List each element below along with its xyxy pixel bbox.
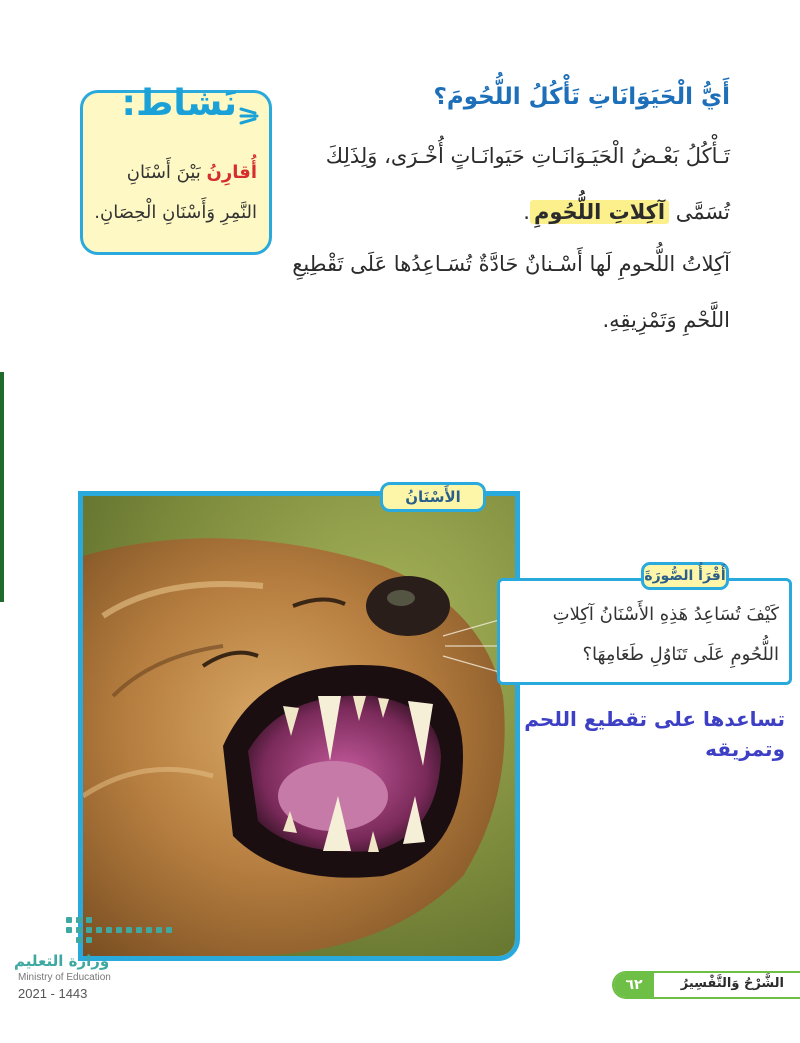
answer-text: تساعدها على تقطيع اللحم وتمزيقه (524, 707, 785, 761)
ministry-name-english: Ministry of Education (18, 972, 111, 983)
edition-year: 2021 - 1443 (18, 986, 88, 1001)
paragraph-1-end: . (523, 200, 530, 224)
read-the-picture-tag: أَقْرَأُ الصُّورَةَ (641, 562, 729, 590)
activity-title: نَشاط: (121, 83, 237, 124)
page-number: ٦٢ (614, 973, 654, 997)
activity-box (80, 83, 272, 255)
teeth-label: الأَسْنَانُ (380, 482, 486, 512)
lesson-title: أَيُّ الْحَيَوَانَاتِ تَأْكُلُ اللُّحُومَ؟ (433, 84, 730, 110)
question-text: كَيْفَ تُسَاعِدُ هَذِهِ الأَسْنَانُ آكِلاتِ اللُّحُومِ عَلَى تَنَاوُلِ طَعَامِهَا؟ (552, 604, 779, 665)
page-edge-mark (0, 372, 4, 602)
sparkle-icon (239, 105, 263, 125)
paragraph-1-text: تَـأْكُلُ بَعْـضُ الْحَيَـوَانَـاتِ حَيَوانَـاتٍ أُخْـرَى، وَلِذَلِكَ تُسَمَّى (325, 144, 730, 224)
lesson-paragraph-1 (270, 128, 730, 240)
activity-verb: أُقارِنُ (206, 162, 257, 183)
highlighted-term: آكِلاتِ اللُّحُومِ (530, 200, 669, 224)
lioness-photo (83, 496, 515, 956)
question-box (497, 578, 792, 685)
activity-instruction: بَيْنَ أَسْنَانِ النَّمِرِ وَأَسْنَانِ الْحِصَانِ. (94, 162, 257, 223)
lesson-paragraph-2: آكِلاتُ اللُّحومِ لَها أَسْـنانٌ حَادَّةٌ تُسَـاعِدُها عَلَى تَقْطِيعِ اللَّحْمِ وَتَمْزِيقِهِ. (292, 252, 730, 332)
ministry-name-arabic: وزارة التعليم (14, 952, 110, 970)
lioness-photo-frame (78, 491, 520, 961)
activity-text (87, 153, 257, 233)
book-section-title: الشَّرْحُ وَالتَّفْسِيرُ (680, 976, 784, 991)
